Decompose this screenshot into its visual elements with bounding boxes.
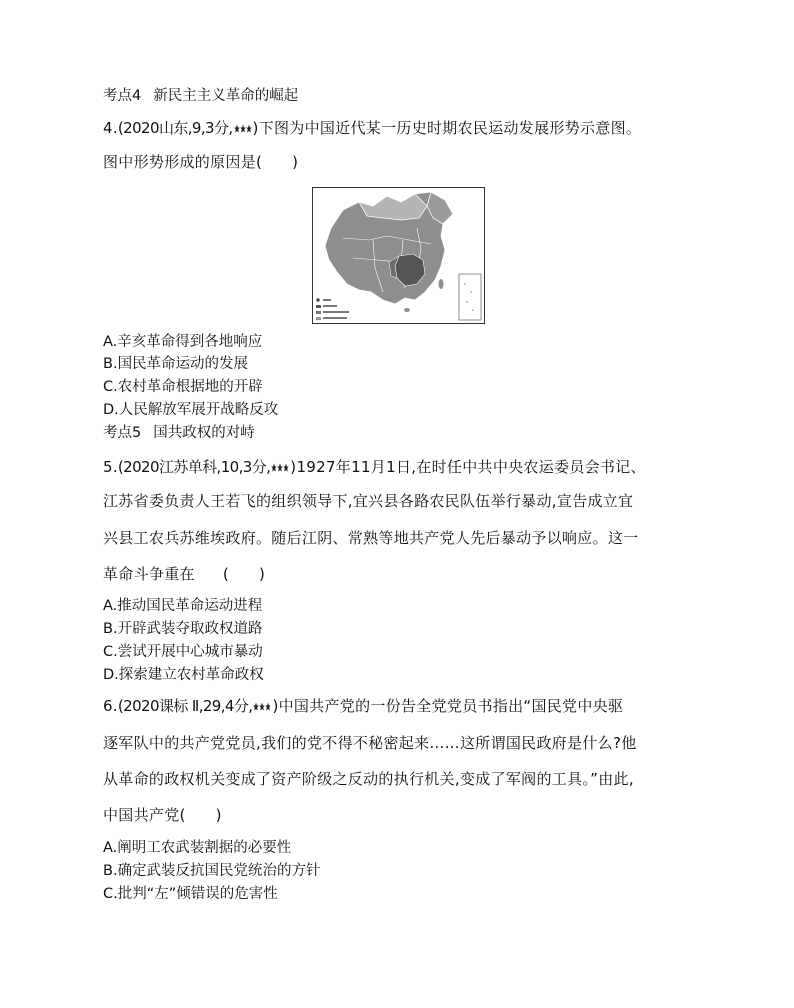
difficulty-stars-icon: [271, 463, 289, 473]
option-b[interactable]: [103, 861, 321, 881]
question-6-line-4: [103, 805, 222, 825]
answer-paren-open: (: [222, 565, 229, 583]
option-d[interactable]: [103, 665, 264, 685]
option-text: 人民解放军展开战略反攻: [118, 402, 279, 418]
option-c[interactable]: [103, 884, 278, 904]
option-text: 阐明工农武装割据的必要性: [117, 840, 292, 856]
option-text: 农村革命根据地的开辟: [117, 379, 263, 395]
option-key: A.: [103, 598, 118, 614]
difficulty-stars-icon: [234, 124, 252, 134]
option-text: 国民革命运动的发展: [117, 356, 249, 372]
question-6-line-1: [103, 696, 623, 716]
option-key: A.: [103, 334, 118, 350]
question-text: 中国共产党(: [103, 806, 186, 824]
option-text: 批判“左”倾错误的危害性: [117, 886, 278, 902]
question-text: 逐军队中的共产党党员,我们的党不得不秘密起来……这所谓国民政府是什么?他: [103, 734, 637, 752]
section-heading-4: [103, 86, 298, 106]
option-key: D.: [103, 667, 119, 683]
option-key: C.: [103, 644, 118, 660]
option-text: 探索建立农村革命政权: [118, 667, 264, 683]
south-sea-inset: [459, 274, 481, 320]
option-text: 尝试开展中心城市暴动: [117, 644, 263, 660]
answer-paren: ): [292, 153, 299, 171]
answer-paren-close: ): [258, 565, 266, 583]
section-title: 新民主主义革命的崛起: [153, 88, 299, 104]
taiwan-island: [439, 279, 444, 289]
option-d[interactable]: [103, 400, 278, 420]
question-number: 4.: [103, 119, 118, 137]
question-text: 兴县工农兵苏维埃政府。随后江阴、常熟等地共产党人先后暴动予以响应。这一: [103, 529, 639, 547]
option-key: B.: [103, 621, 118, 637]
question-text: )中国共产党的一份告全党党员书指出“国民党中央驱: [272, 697, 624, 715]
option-c[interactable]: [103, 642, 263, 662]
map-legend: [316, 298, 349, 320]
option-key: C.: [103, 886, 118, 902]
section-label: 考点5: [103, 425, 142, 441]
answer-paren: ): [215, 806, 222, 824]
option-key: A.: [103, 840, 118, 856]
question-text: 图中形势形成的原因是(: [103, 153, 263, 171]
difficulty-stars-icon: [253, 702, 271, 712]
map-region-north: [359, 194, 427, 220]
question-4-line-1: [103, 118, 641, 138]
section-heading-5: [103, 423, 255, 443]
question-text: 革命斗争重在: [103, 565, 195, 583]
question-source: (2020江苏单科,10,3分,: [117, 458, 271, 476]
hainan-island: [404, 308, 410, 312]
option-text: 推动国民革命运动进程: [117, 598, 263, 614]
option-b[interactable]: [103, 619, 263, 639]
question-5-line-2: [103, 491, 633, 511]
question-text: 从革命的政权机关变成了资产阶级之反动的执行机关,变成了军阀的工具。”由此,: [103, 770, 634, 788]
question-source: (2020山东,9,3分,: [117, 119, 233, 137]
question-text: )1927年11月1日,在时任中共中央农运委员会书记、: [290, 458, 646, 476]
china-map-figure: [313, 188, 484, 323]
question-text: )下图为中国近代某一历史时期农民运动发展形势示意图。: [252, 119, 642, 137]
option-a[interactable]: [103, 838, 291, 858]
option-b[interactable]: [103, 354, 248, 374]
question-number: 6.: [103, 697, 118, 715]
section-label: 考点4: [103, 88, 142, 104]
question-6-line-2: [103, 733, 637, 753]
option-text: 辛亥革命得到各地响应: [117, 334, 263, 350]
question-number: 5.: [103, 458, 118, 476]
option-key: B.: [103, 356, 118, 372]
option-text: 开辟武装夺取政权道路: [117, 621, 263, 637]
question-source: (2020课标 Ⅱ,29,4分,: [117, 697, 253, 715]
question-5-line-3: [103, 528, 639, 548]
option-a[interactable]: [103, 332, 262, 352]
question-4-line-2: [103, 152, 298, 172]
peasant-movement-map: [312, 187, 485, 324]
section-title: 国共政权的对峙: [153, 425, 255, 441]
option-c[interactable]: [103, 377, 263, 397]
question-5-line-4: [103, 564, 265, 584]
option-key: C.: [103, 379, 118, 395]
option-a[interactable]: [103, 596, 262, 616]
question-6-line-3: [103, 769, 634, 789]
question-text: 江苏省委负责人王若飞的组织领导下,宜兴县各路农民队伍举行暴动,宣告成立宜: [103, 492, 634, 510]
option-key: D.: [103, 402, 119, 418]
option-text: 确定武装反抗国民党统治的方针: [117, 863, 321, 879]
option-key: B.: [103, 863, 118, 879]
question-5-line-1: [103, 457, 646, 477]
